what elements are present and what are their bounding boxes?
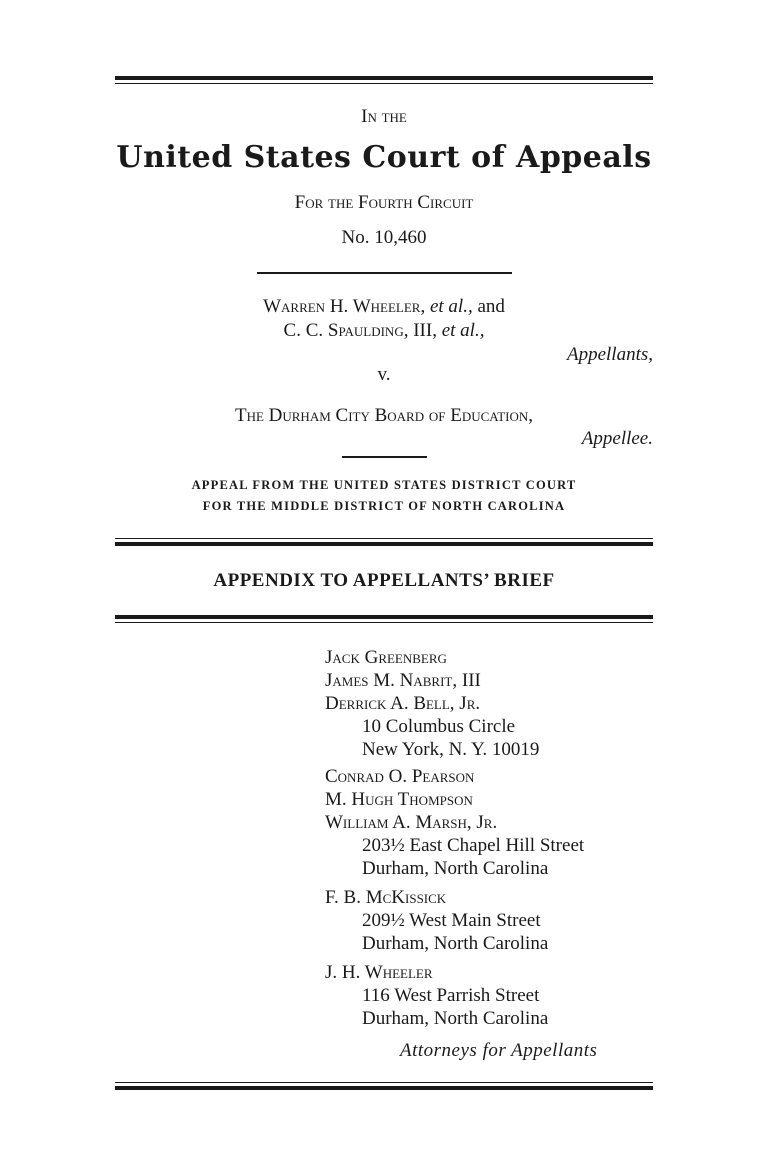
top-double-rule bbox=[115, 76, 653, 84]
attorney-address: 10 Columbus Circle bbox=[362, 716, 516, 737]
et-al-2: et al., bbox=[441, 320, 485, 341]
appeal-from-line-1: APPEAL FROM THE UNITED STATES DISTRICT COURT bbox=[191, 478, 577, 492]
attorneys-role: Attorneys for Appellants bbox=[400, 1040, 598, 1061]
document-title: APPENDIX TO APPELLANTS’ BRIEF bbox=[213, 570, 555, 591]
and-word: and bbox=[477, 296, 505, 317]
appeal-from-line-2: FOR THE MIDDLE DISTRICT OF NORTH CAROLINA bbox=[202, 499, 566, 513]
court-name: United States Court of Appeals bbox=[116, 140, 652, 175]
attorney-address: Durham, North Carolina bbox=[362, 1008, 549, 1029]
attorney-address: Durham, North Carolina bbox=[362, 933, 549, 954]
attorney-address: 209½ West Main Street bbox=[362, 910, 541, 931]
attorney-name: M. Hugh Thompson bbox=[325, 789, 473, 810]
parties-divider bbox=[342, 456, 427, 458]
attorney-name: Jack Greenberg bbox=[325, 647, 447, 668]
attorney-name: William A. Marsh, Jr. bbox=[325, 812, 498, 833]
case-number: No. 10,460 bbox=[341, 227, 427, 248]
bottom-double-rule bbox=[115, 1082, 653, 1090]
header-divider bbox=[257, 272, 512, 274]
circuit-line: For the Fourth Circuit bbox=[294, 192, 474, 213]
appellee-name: The Durham City Board of Education, bbox=[234, 405, 534, 426]
attorney-name: Conrad O. Pearson bbox=[325, 766, 475, 787]
attorney-address: Durham, North Carolina bbox=[362, 858, 549, 879]
attorney-address: New York, N. Y. 10019 bbox=[362, 739, 540, 760]
attorney-name: Derrick A. Bell, Jr. bbox=[325, 693, 481, 714]
in-the-heading: In the bbox=[361, 106, 407, 127]
attorney-address: 116 West Parrish Street bbox=[362, 985, 540, 1006]
title-bottom-rule bbox=[115, 615, 653, 623]
appellee-label: Appellee. bbox=[581, 428, 653, 449]
appellants-line-2 bbox=[0, 320, 768, 342]
attorney-address: 203½ East Chapel Hill Street bbox=[362, 835, 585, 856]
appellants-label: Appellants, bbox=[566, 344, 653, 365]
attorney-name: James M. Nabrit, III bbox=[325, 670, 481, 691]
appellants-name-2: C. C. Spaulding, III, bbox=[283, 320, 437, 341]
title-top-rule bbox=[115, 538, 653, 546]
appellants-name-1: Warren H. Wheeler, bbox=[263, 296, 426, 317]
versus: v. bbox=[377, 364, 391, 385]
et-al-1: et al., bbox=[429, 296, 473, 317]
attorney-name: F. B. McKissick bbox=[325, 887, 447, 908]
attorney-name: J. H. Wheeler bbox=[325, 962, 433, 983]
appellants-line-1 bbox=[0, 296, 768, 318]
